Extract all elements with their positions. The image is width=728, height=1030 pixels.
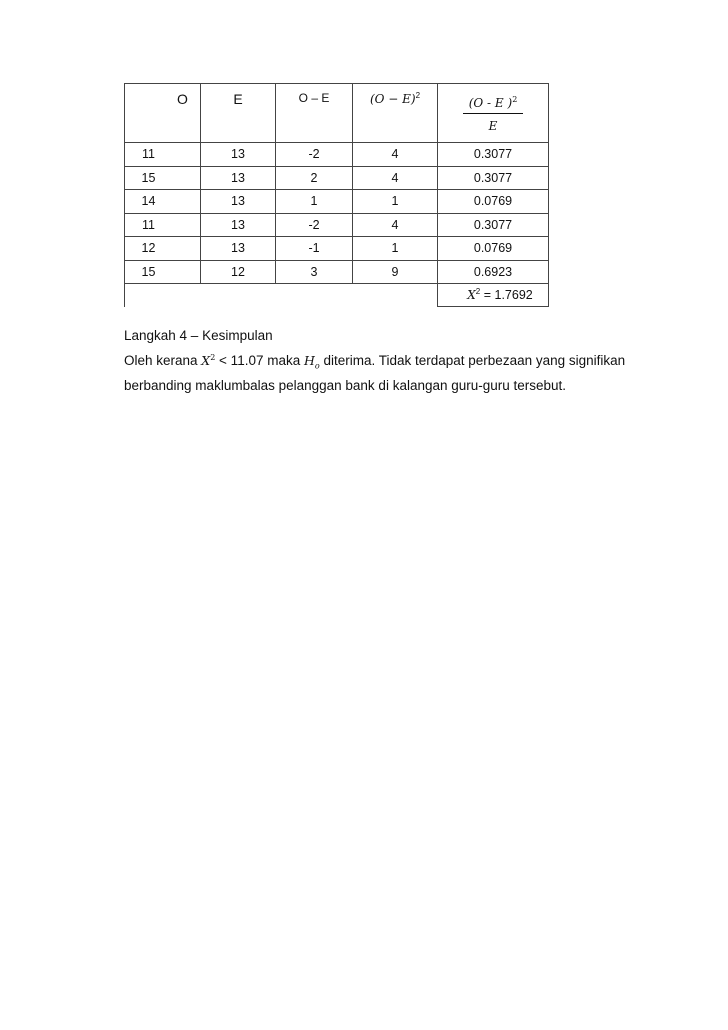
cell-o: 15 [125, 166, 201, 190]
cell-diff: 1 [276, 190, 353, 214]
table-row [125, 190, 549, 214]
null-hypothesis-symbol: $H_o$ [303, 353, 320, 371]
cell-e: 12 [201, 260, 276, 284]
cell-e: 13 [201, 166, 276, 190]
cell-diff: -2 [276, 143, 353, 167]
cell-sq: 4 [353, 166, 438, 190]
cell-ratio: 0.3077 [438, 166, 549, 190]
table-header-row [125, 84, 549, 143]
cell-ratio: 0.3077 [438, 213, 549, 237]
table-row [125, 260, 549, 284]
conclusion-line-2: berbanding maklumbalas pelanggan bank di kalangan guru-guru tersebut. [124, 378, 567, 393]
fraction-formula: $\frac{(O - E )^2}{E}$ [463, 96, 524, 132]
cell-sq: 4 [353, 213, 438, 237]
cell-ratio: 0.0769 [438, 190, 549, 214]
chi-symbol-inline: $X^2$ [201, 353, 216, 369]
chi-value: = 1.7692 [480, 288, 533, 303]
cell-e: 13 [201, 190, 276, 214]
cell-e: 13 [201, 237, 276, 261]
chi-square-total: $X^2 = 1.7692$ [438, 284, 549, 307]
conclusion-line-1: Oleh kerana $X^2 < 11.07$ maka $H_o$ diterima. Tidak terdapat perbezaan yang signifikan [124, 353, 626, 371]
fraction-numerator: (O - E ) [468, 96, 513, 110]
header-o: O [125, 84, 201, 143]
table-row [125, 166, 549, 190]
cell-diff: 2 [276, 166, 353, 190]
cell-diff: 3 [276, 260, 353, 284]
cell-e: 13 [201, 213, 276, 237]
header-e: E [201, 84, 276, 143]
cell-sq: 4 [353, 143, 438, 167]
cell-ratio: 0.0769 [438, 237, 549, 261]
chi-symbol: X [467, 288, 476, 303]
cell-sq: 1 [353, 190, 438, 214]
header-chi-component [438, 84, 549, 143]
cell-diff: -2 [276, 213, 353, 237]
section-heading: Langkah 4 – Kesimpulan [124, 328, 273, 343]
cell-o: 15 [125, 260, 201, 284]
header-o-minus-e: O – E [276, 84, 353, 143]
cell-e: 13 [201, 143, 276, 167]
fraction-denominator: E [488, 119, 498, 133]
cell-sq: 1 [353, 237, 438, 261]
cell-ratio: 0.6923 [438, 260, 549, 284]
cell-o: 11 [125, 213, 201, 237]
table-row [125, 143, 549, 167]
cell-o: 12 [125, 237, 201, 261]
cell-o: 11 [125, 143, 201, 167]
header-squared-diff: $(O - E)^2$ [353, 84, 438, 143]
cell-ratio: 0.3077 [438, 143, 549, 167]
table-row [125, 237, 549, 261]
chi-square-total-row [125, 284, 549, 307]
table-row [125, 213, 549, 237]
cell-o: 14 [125, 190, 201, 214]
chi-square-table [124, 83, 549, 307]
cell-sq: 9 [353, 260, 438, 284]
cell-diff: -1 [276, 237, 353, 261]
squared-diff-formula: (O − E) [369, 92, 416, 107]
